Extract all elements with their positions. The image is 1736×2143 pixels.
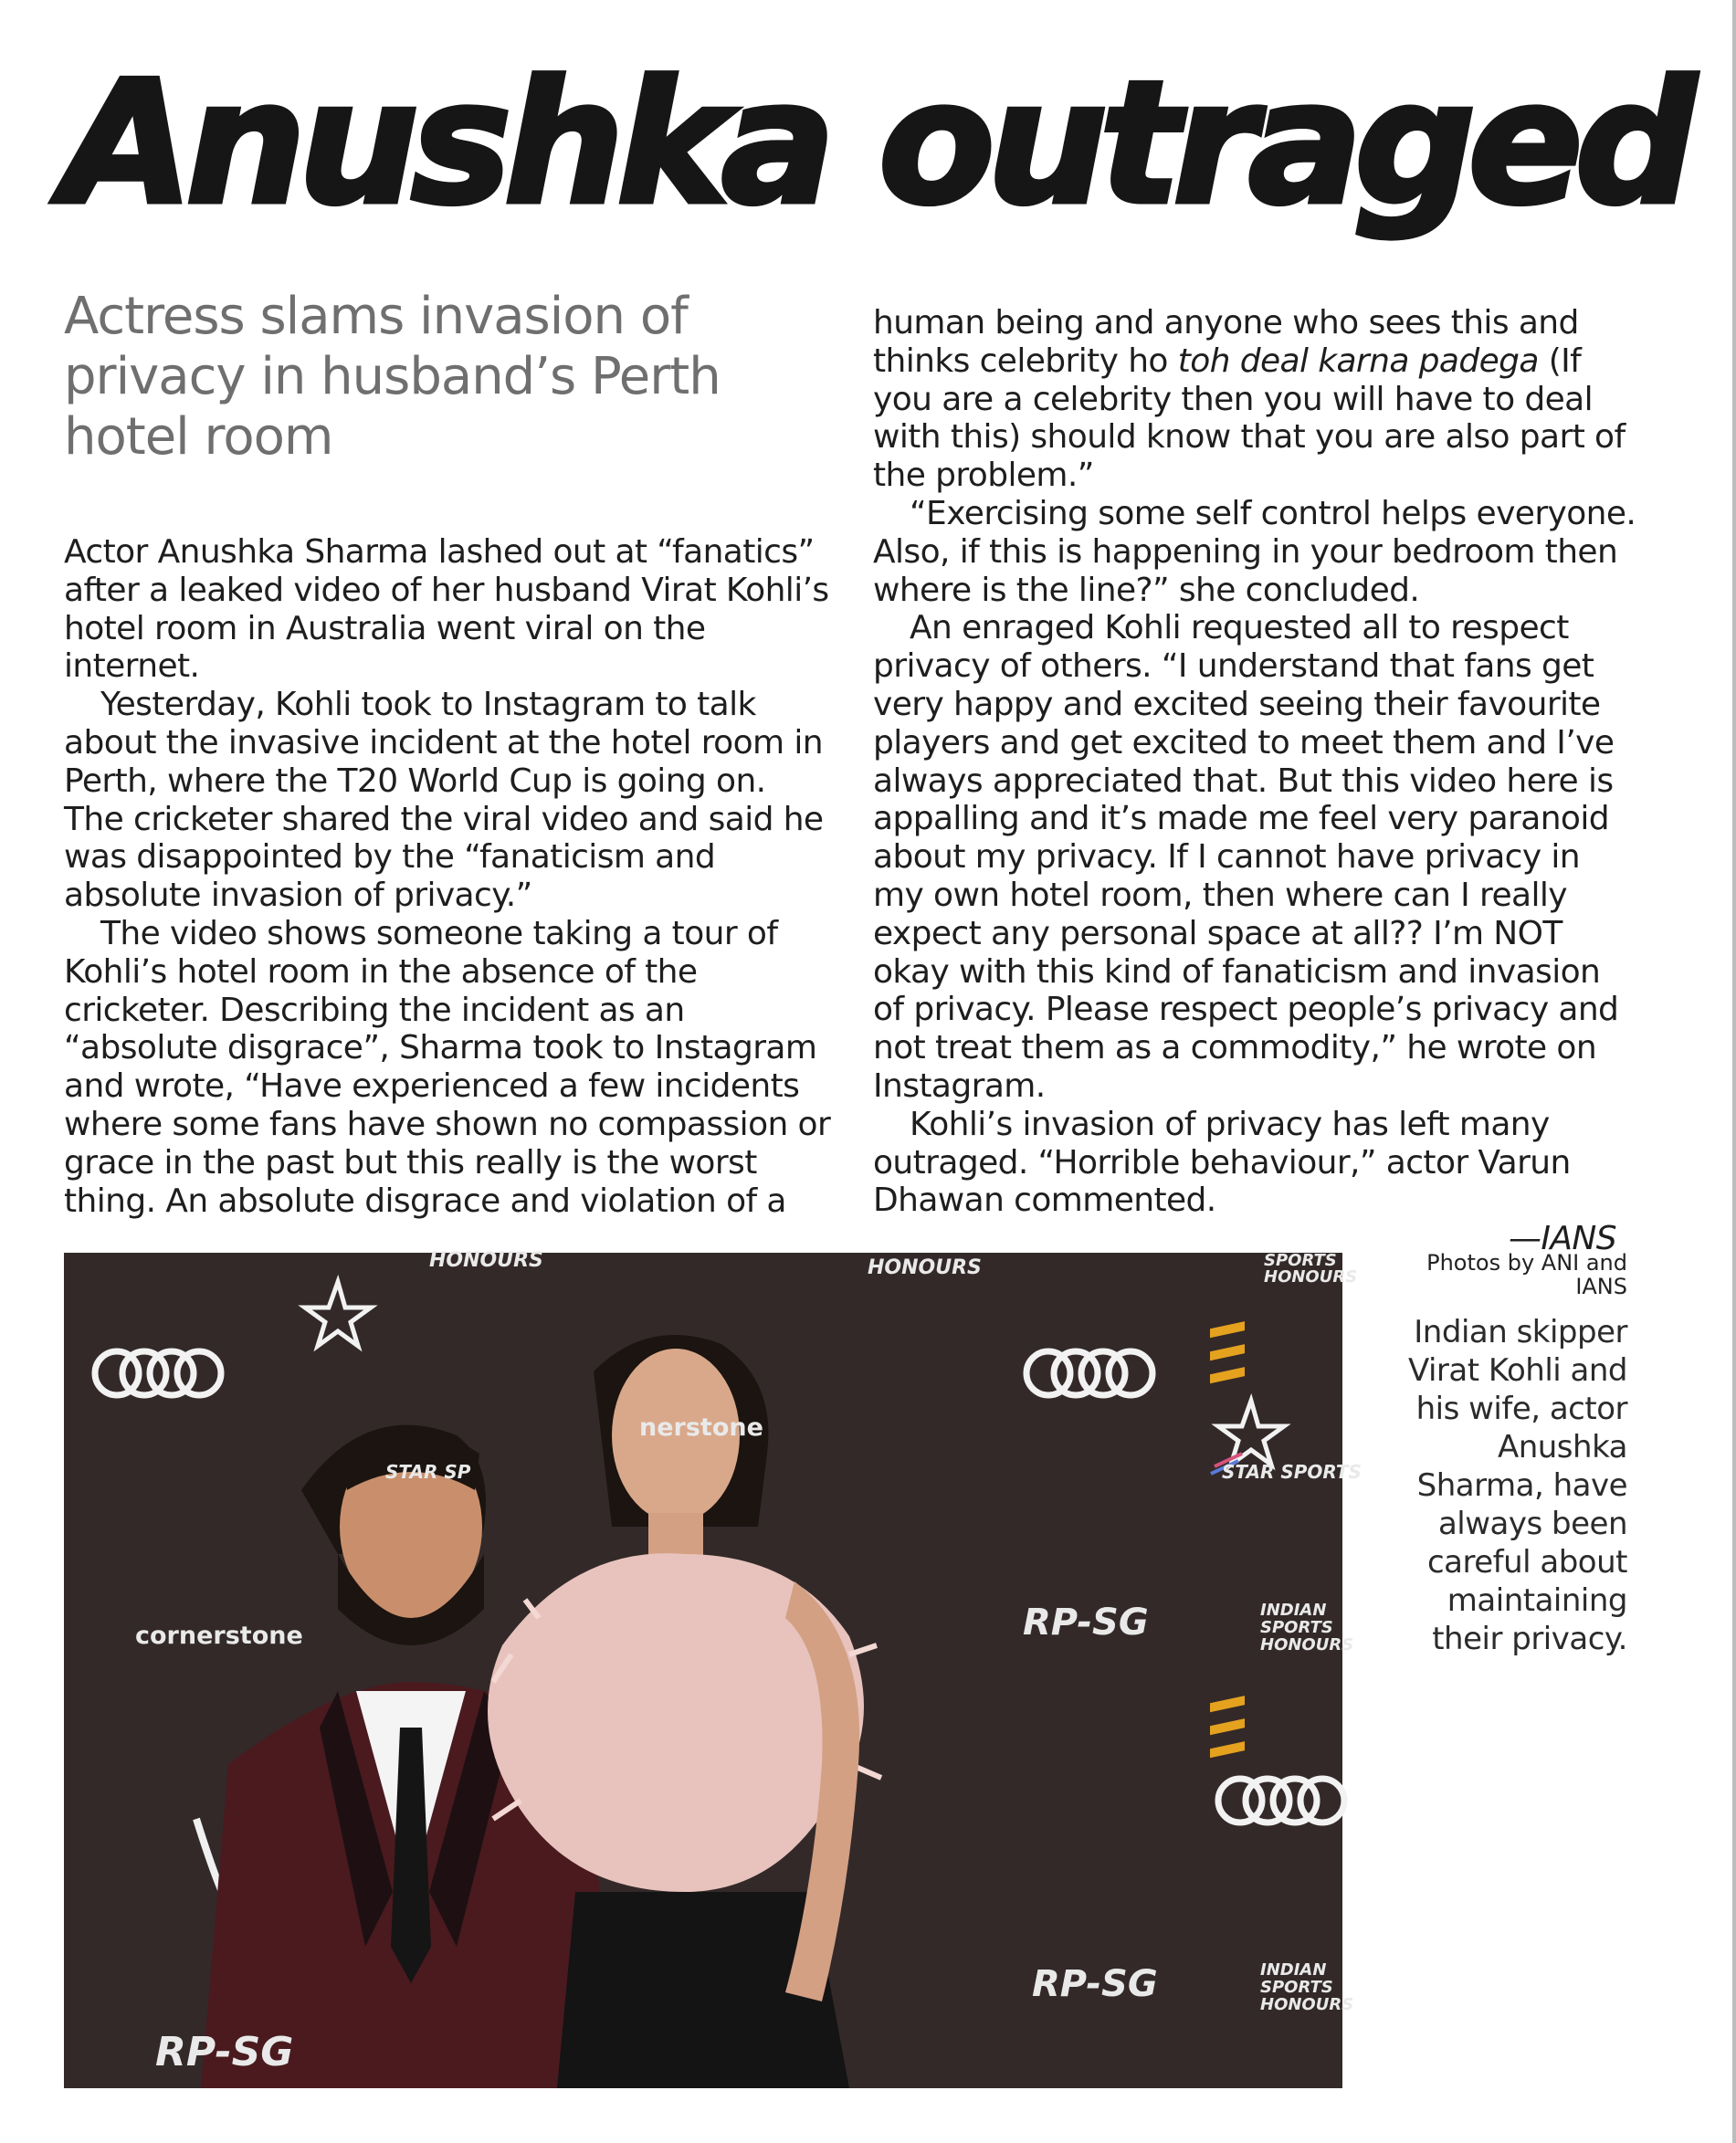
page-edge-rule bbox=[1732, 0, 1736, 2143]
backdrop-text-cornerstone: nerstone bbox=[639, 1413, 763, 1442]
subheadline: Actress slams invasion of privacy in husband’s Perth hotel room bbox=[64, 287, 721, 467]
backdrop-text-isho: INDIAN SPORTS HONOURS bbox=[1260, 1960, 1354, 2014]
byline: —IANS bbox=[1508, 1220, 1616, 1258]
backdrop-text-star-sports: STAR SPORTS bbox=[1222, 1461, 1362, 1483]
paragraph: An enraged Kohli requested all to respect privacy of others. “I understand that fans get very happy and excited seeing their favourite players and get excited to meet them and I’ve always appreciated that. But this video here is appalling and it’s made me feel very paranoid about my privacy. If I cannot have privacy in my own hotel room, then where can I really expect any personal space at all?? I’m NOT okay with this kind of fanaticism and invasion of privacy. Please respect people’s privacy and not treat them as a commodity,” he wrote on Instagram. bbox=[873, 609, 1619, 1105]
backdrop-text-cornerstone: cornerstone bbox=[135, 1622, 303, 1650]
backdrop-text-star-sports: STAR SP bbox=[385, 1461, 471, 1483]
audi-rings-logo bbox=[1021, 1346, 1158, 1401]
backdrop-text-honours: SPORTS HONOURS bbox=[1264, 1251, 1358, 1287]
headline: Anushka outraged bbox=[62, 44, 1689, 242]
backdrop-text-rpsg: RP-SG bbox=[155, 2029, 294, 2075]
backdrop-text-honours: HONOURS bbox=[868, 1256, 982, 1279]
backdrop-text-honours: HONOURS bbox=[429, 1249, 543, 1272]
paragraph: “Exercising some self control helps everyone. Also, if this is happening in your bedroom then where is the line?” she concluded. bbox=[873, 494, 1636, 609]
backdrop-text-rpsg: RP-SG bbox=[1032, 1963, 1158, 2005]
text-run: human being and anyone who sees this and thinks celebrity ho bbox=[873, 304, 1579, 380]
audi-rings-logo bbox=[1213, 1773, 1350, 1828]
photo-caption: Indian skipper Virat Kohli and his wife, actor Anushka Sharma, have always been careful about maintaining their privacy. bbox=[1407, 1314, 1627, 1657]
photo bbox=[64, 1249, 1362, 2088]
text-run: (If you are a celebrity then you will have to deal with this) should know that you are also part of the problem.” bbox=[873, 341, 1626, 495]
backdrop-text-isho: INDIAN SPORTS HONOURS bbox=[1260, 1601, 1354, 1655]
article-column-right bbox=[873, 304, 1640, 1258]
paragraph: Kohli’s invasion of privacy has left many outraged. “Horrible behaviour,” actor Varun Dhawan commented. bbox=[873, 1105, 1571, 1220]
paragraph bbox=[873, 304, 1640, 495]
paragraph: Yesterday, Kohli took to Instagram to talk about the invasive incident at the hotel room in Perth, where the T20 World Cup is going on. The cricketer shared the viral video and said he was disappointed by the “fanaticism and absolute invasion of privacy.” bbox=[64, 686, 824, 915]
article-column-left bbox=[64, 533, 831, 1220]
audi-rings-logo bbox=[89, 1346, 226, 1401]
paragraph: Actor Anushka Sharma lashed out at “fanatics” after a leaked video of her husband Virat Kohli’s hotel room in Australia went viral on the internet. bbox=[64, 533, 829, 686]
photo-credit: Photos by ANI and IANS bbox=[1426, 1250, 1627, 1299]
italic-phrase: toh deal karna padega bbox=[1177, 341, 1539, 380]
backdrop-text-rpsg: RP-SG bbox=[1023, 1602, 1149, 1644]
paragraph: The video shows someone taking a tour of Kohli’s hotel room in the absence of the cricketer. Describing the incident as an “absolute disgrace”, Sharma took to Instagram and wrote, “Have experienced a few incidents where some fans have shown no compassion or grace in the past but this really is the worst thing. An absolute disgrace and violation of a bbox=[64, 914, 831, 1220]
